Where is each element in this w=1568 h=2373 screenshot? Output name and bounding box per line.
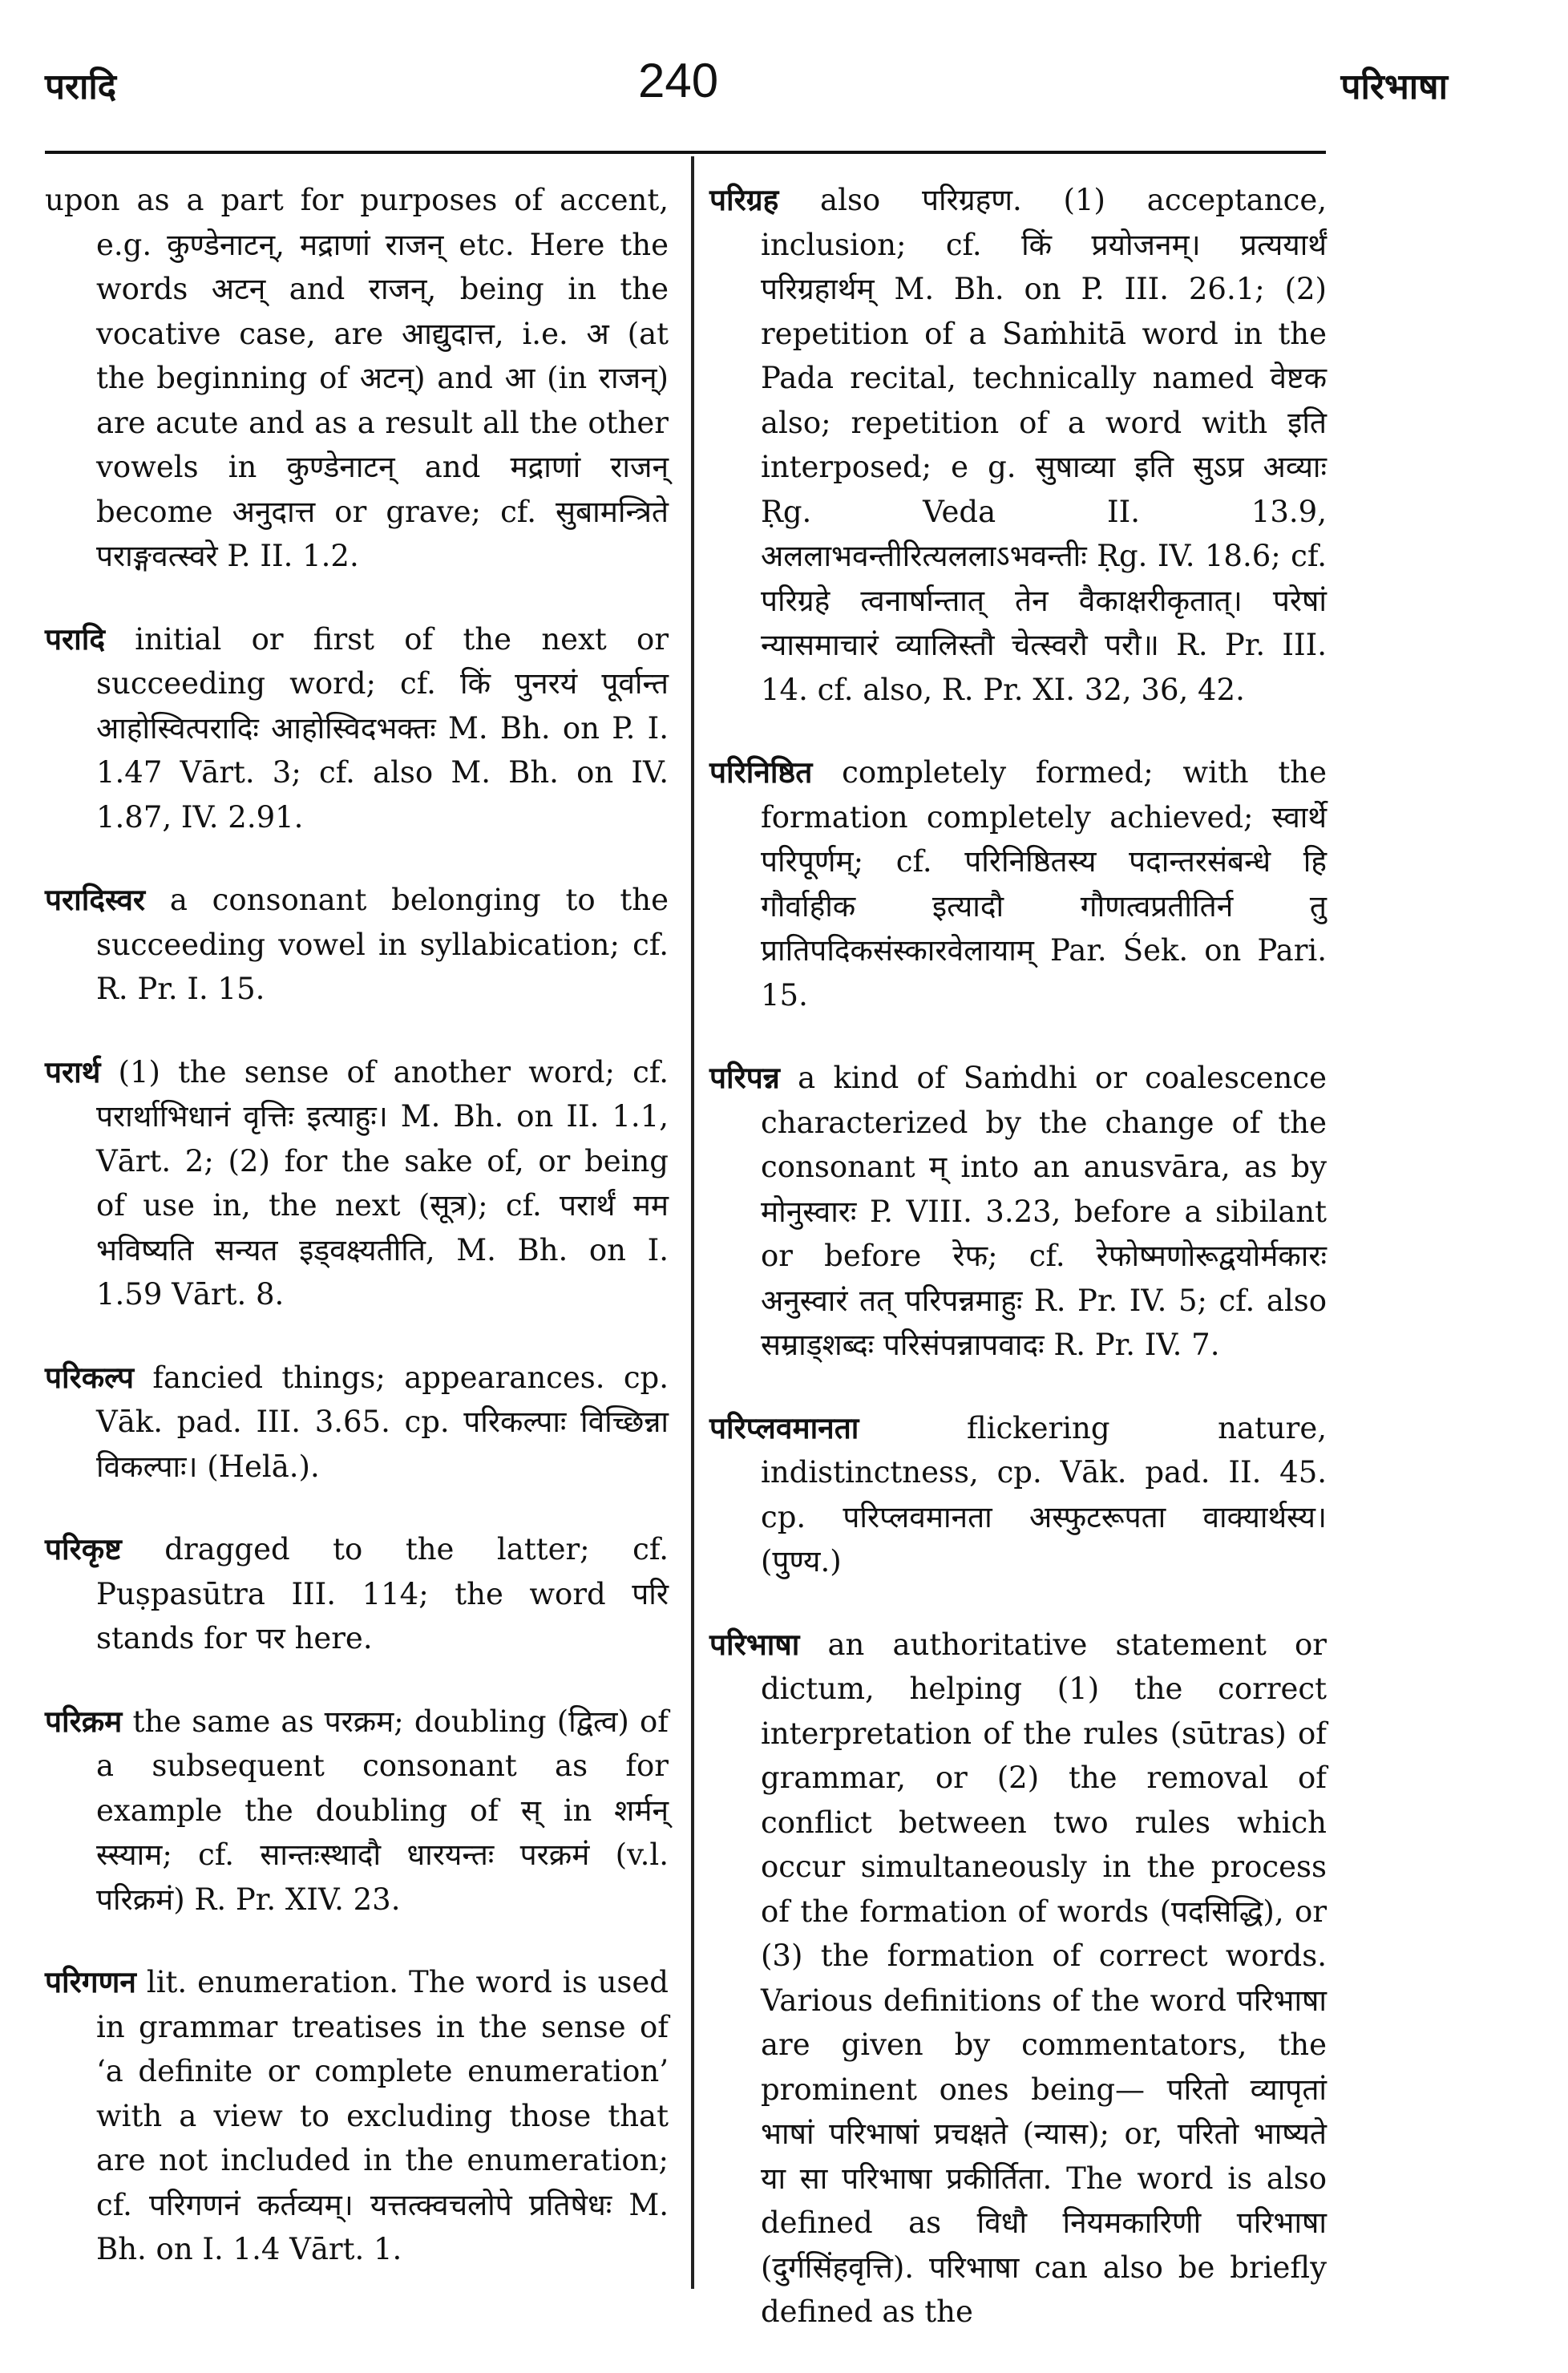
entry-headword: परिपन्न: [709, 1061, 780, 1095]
header-right-term: परिभाषा: [1340, 67, 1448, 107]
dictionary-entry: [709, 1056, 1327, 1368]
dictionary-entry: [45, 878, 669, 1012]
entry-headword: परादि: [45, 621, 105, 657]
dictionary-entry: [709, 750, 1327, 1017]
running-header: [45, 53, 1448, 109]
header-left-term: परादि: [45, 67, 117, 107]
entry-text: the same as परक्रम; doubling (द्वित्व) of a subsequent consonant as for example the doubling of स् in शर्मन् स्स्याम; cf. सान्तःस्थादौ धारयन्तः परक्रमं (v.l. परिक्रमं) R. Pr. XIV. 23.: [96, 1704, 669, 1917]
entry-text: a kind of Saṁdhi or coalescence characterized by the change of the consonant म् into an anusvāra, as by मोनुस्वारः P. VIII. 3.23, before a sibilant or before रेफ; cf. रेफोष्मणोरूद्वयोर्मकारः अनुस्वारं तत् परिपन्नमाहुः R. Pr. IV. 5; cf. also सम्राड्शब्दः परिसंपन्नापवादः R. Pr. IV. 7.: [761, 1061, 1328, 1362]
page-number: 240: [638, 54, 719, 107]
entry-text: initial or first of the next or succeeding word; cf. किं पुनरयं पूर्वान्त आहोस्वित्परादिः आहोस्विदभक्तः M. Bh. on P. I. 1.47 Vārt. 3; cf. also M. Bh. on IV. 1.87, IV. 2.91.: [96, 621, 669, 835]
entry-headword: परादिस्वर: [45, 883, 146, 917]
entry-text: (1) the sense of another word; cf. परार्थाभिधानं वृत्तिः इत्याहुः। M. Bh. on II. 1.1, Vārt. 2; (2) for the sake of, or being of use in, the next (सूत्र); cf. परार्थं मम भविष्यति सन्यत इड्वक्ष्यतीति, M. Bh. on I. 1.59 Vārt. 8.: [96, 1054, 669, 1312]
entry-headword: परिगणन: [45, 1965, 136, 1999]
entry-headword: परिक्रम: [45, 1704, 123, 1739]
entry-headword: परार्थ: [45, 1054, 101, 1089]
entry-text: also परिग्रहण. (1) acceptance, inclusion; cf. किं प्रयोजनम्। प्रत्ययार्थं परिग्रहार्थम् M. Bh. on P. III. 26.1; (2) repetition of a Saṁhitā word in the Pada recital, technically named वेष्टक also; repetition of a word with इति interposed; e g. सुषाव्या इति सुऽप्र अव्याः Ṛg. Veda II. 13.9, अललाभवन्तीरित्यललाऽभवन्तीः Ṛg. IV. 18.6; cf. परिग्रहे त्वनार्षान्तात् तेन वैकाक्षरीकृतात्। परेषां न्यासमाचारं व्यालिस्तौ चेत्स्वरौ परौ॥ R. Pr. III. 14. cf. also, R. Pr. XI. 32, 36, 42.: [761, 183, 1327, 707]
entry-headword: परिभाषा: [709, 1627, 800, 1662]
entry-text: a consonant belonging to the succeeding vowel in syllabication; cf. R. Pr. I. 15.: [96, 883, 669, 1006]
dictionary-entry: [45, 1050, 669, 1317]
dictionary-entry: [45, 1356, 669, 1490]
dictionary-entry: [45, 1527, 669, 1661]
dictionary-entry: [45, 617, 669, 840]
entry-text: flickering nature, indistinctness, cp. Vāk. pad. II. 45. cp. परिप्लवमानता अस्फुटरूपता वाक्यार्थस्य। (पुण्य.): [761, 1410, 1328, 1579]
column-divider: [691, 156, 694, 2289]
dictionary-entry: [709, 178, 1327, 712]
entry-headword: परिकल्प: [45, 1360, 135, 1395]
dictionary-entry: [709, 1623, 1327, 2335]
entry-text: completely formed; with the formation completely achieved; स्वार्थे परिपूर्णम्; cf. परिनिष्ठितस्य पदान्तरसंबन्धे हि गौर्वाहीक इत्यादौ गौणत्वप्रतीतिर्न तु प्रातिपदिकसंस्कारवेलायाम् Par. Śek. on Pari. 15.: [761, 755, 1328, 1013]
entry-headword: परिग्रह: [709, 183, 779, 217]
dictionary-entry: [45, 1960, 669, 2272]
entry-text: an authoritative statement or dictum, helping (1) the correct interpretation of the rules (sūtras) of grammar, or (2) the removal of conflict between two rules which occur simultaneously in the process of the formation of words (पदसिद्धि), or (3) the formation of correct words. Various definitions of the word परिभाषा are given by commentators, the prominent ones being— परितो व्यापृतां भाषां परिभाषां प्रचक्षते (न्यास); or, परितो भाष्यते या सा परिभाषा प्रकीर्तिता. The word is also defined as विधौ नियमकारिणी परिभाषा (दुर्गसिंहवृत्ति). परिभाषा can also be briefly defined as the: [761, 1627, 1327, 2329]
dictionary-entry: [45, 178, 669, 579]
dictionary-entry: [709, 1406, 1327, 1584]
entry-headword: परिकृष्ट: [45, 1532, 122, 1567]
entry-headword: परिप्लवमानता: [709, 1410, 859, 1445]
dictionary-entry: [45, 1700, 669, 1922]
entry-text: upon as a part for purposes of accent, e.g. कुण्डेनाटन्, मद्राणां राजन् etc. Here the words अटन् and राजन्, being in the vocative case, are आद्युदात्त, i.e. अ (at the beginning of अटन्) and आ (in राजन्) are acute and as a result all the other vowels in कुण्डेनाटन् and मद्राणां राजन् become अनुदात्त or grave; cf. सुबामन्त्रिते पराङ्गवत्स्वरे P. II. 1.2.: [45, 183, 669, 573]
left-column: [45, 178, 669, 2310]
right-column: [709, 178, 1327, 2373]
header-rule: [45, 151, 1326, 154]
entry-headword: परिनिष्ठित: [709, 755, 813, 790]
entry-text: dragged to the latter; cf. Puṣpasūtra III. 114; the word परि stands for पर here.: [96, 1532, 669, 1655]
entry-text: lit. enumeration. The word is used in grammar treatises in the sense of ‘a definite or complete enumeration’ with a view to excluding those that are not included in the enumeration; cf. परिगणनं कर्तव्यम्। यत्तत्क्वचलोपे प्रतिषेधः M. Bh. on I. 1.4 Vārt. 1.: [96, 1965, 669, 2266]
entry-text: fancied things; appearances. cp. Vāk. pad. III. 3.65. cp. परिकल्पाः विच्छिन्ना विकल्पाः। (Helā.).: [96, 1360, 669, 1484]
